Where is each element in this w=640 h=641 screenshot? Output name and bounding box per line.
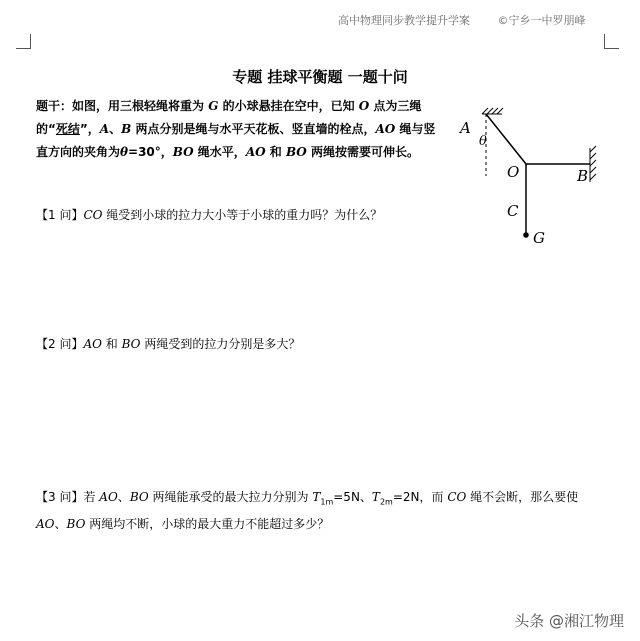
question-2-tag: 【2 问】: [36, 337, 84, 351]
watermark-text: 头条 @湘江物理: [514, 612, 624, 630]
watermark: [514, 610, 624, 631]
header-left: 高中物理同步教学提升学案: [338, 14, 470, 27]
rope-AO: [486, 114, 526, 164]
question-1: 【1 问】CO 绳受到小球的拉力大小等于小球的重力吗？为什么？: [36, 208, 383, 222]
label-G: G: [533, 229, 545, 247]
ball-G: [523, 232, 529, 238]
question-3: 【3 问】若 AO、BO 两绳能承受的最大拉力分别为 $T_{1m}=5N$、$T_{2m}=2N$，而 CO 绳不会断，那么要使 AO、BO 两绳均不断，小球的最大重力不能超过多少？: [36, 490, 579, 532]
rope-diagram: [440, 100, 610, 250]
dead-knot-term: 死结: [55, 122, 80, 136]
ceiling-hatch: [482, 108, 503, 114]
label-theta: θ: [479, 134, 487, 149]
label-B: B: [577, 167, 589, 185]
question-3-tag: 【3 问】: [36, 490, 84, 504]
question-2: 【2 问】AO 和 BO 两绳受到的拉力分别是多大？: [36, 337, 301, 351]
wall-hatch: [590, 146, 596, 182]
page-header: [338, 12, 586, 28]
label-A: A: [460, 119, 471, 137]
page-title: 专题 挂球平衡题 一题十问: [232, 68, 408, 86]
label-C: C: [507, 202, 519, 220]
question-1-tag: 【1 问】: [36, 208, 84, 222]
crop-mark-right: [604, 34, 619, 49]
crop-mark-left: [16, 34, 31, 49]
header-right: ©宁乡一中罗朋峰: [497, 14, 586, 27]
label-O: O: [507, 163, 520, 181]
problem-stem: 题干：如图，用三根轻绳将重为 G 的小球悬挂在空中，已知 O 点为三绳的“死结”，A、B 两点分别是绳与水平天花板、竖直墙的栓点，AO 绳与竖直方向的夹角为θ=30°，BO 绳水平，AO 和 BO 两绳按需要可伸长。: [36, 99, 436, 159]
